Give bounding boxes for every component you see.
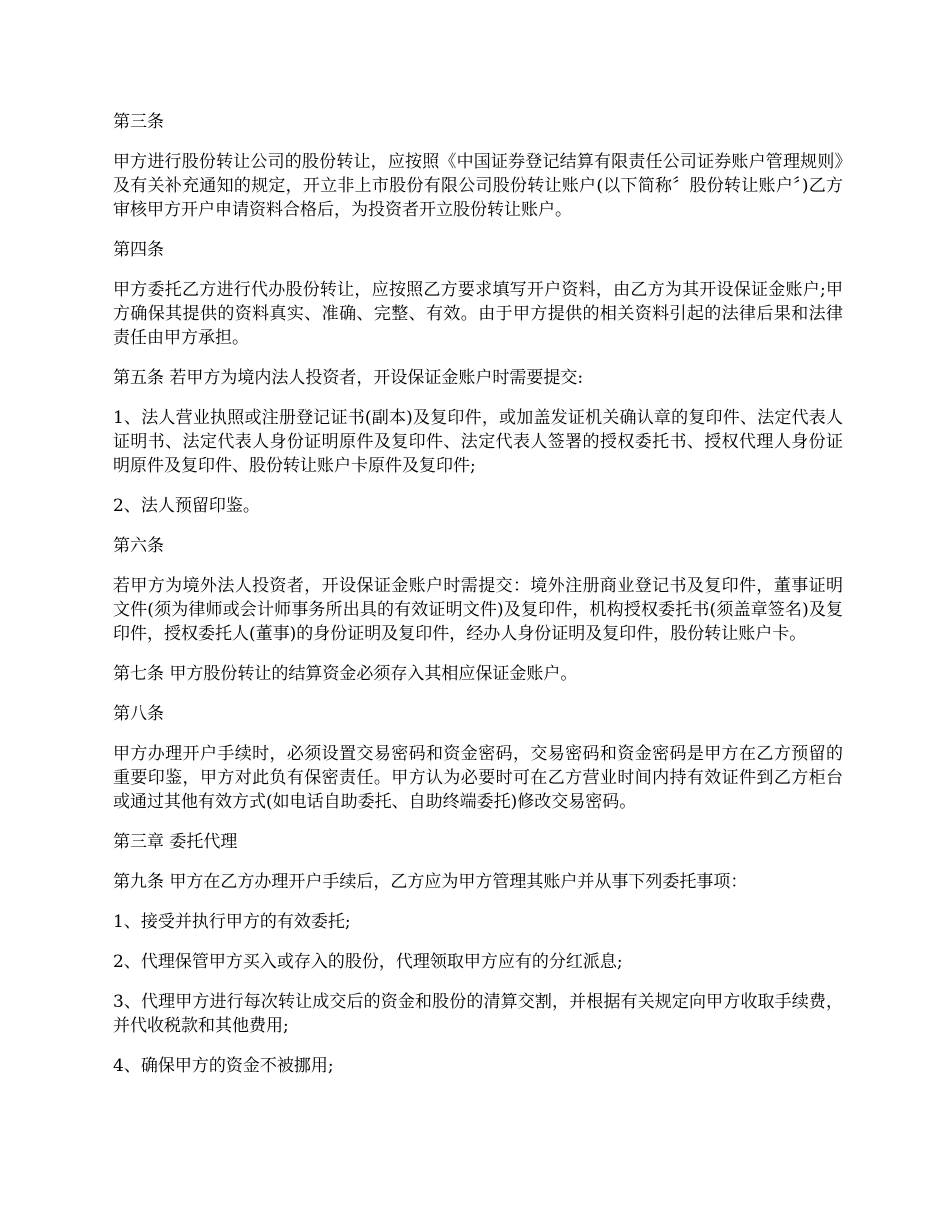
article-7-text: 第七条 甲方股份转让的结算资金必须存入其相应保证金账户。	[113, 664, 578, 684]
article-5-item-1: 1、法人营业执照或注册登记证书(副本)及复印件，或加盖发证机关确认章的复印件、法定代表人证明书、法定代表人身份证明原件及复印件、法定代表人签署的授权委托书、授权代理人身份证明原件及复印件、股份转让账户卡原件及复印件;	[113, 408, 843, 476]
chapter-3-heading: 第三章 委托代理	[113, 832, 238, 852]
article-9-text: 第九条 甲方在乙方办理开户手续后，乙方应为甲方管理其账户并从事下列委托事项：	[113, 872, 748, 892]
article-9-item-4: 4、确保甲方的资金不被挪用;	[113, 1056, 334, 1076]
document-page	[113, 110, 843, 1094]
article-3-body: 甲方进行股份转让公司的股份转让，应按照《中国证券登记结算有限责任公司证券账户管理规则》及有关补充通知的规定，开立非上市股份有限公司股份转让账户(以下简称〞股份转让账户〞)乙方审核甲方开户申请资料合格后，为投资者开立股份转让账户。	[113, 152, 843, 220]
article-8-body: 甲方办理开户手续时，必须设置交易密码和资金密码，交易密码和资金密码是甲方在乙方预留的重要印鉴，甲方对此负有保密责任。甲方认为必要时可在乙方营业时间内持有效证件到乙方柜台或通过其他有效方式(如电话自助委托、自助终端委托)修改交易密码。	[113, 744, 843, 812]
article-3-heading: 第三条	[113, 112, 164, 132]
article-9-item-3: 3、代理甲方进行每次转让成交后的资金和股份的清算交割，并根据有关规定向甲方收取手续费，并代收税款和其他费用;	[113, 992, 843, 1036]
article-4-body: 甲方委托乙方进行代办股份转让，应按照乙方要求填写开户资料，由乙方为其开设保证金账户;甲方确保其提供的资料真实、准确、完整、有效。由于甲方提供的相关资料引起的法律后果和法律责任由甲方承担。	[113, 280, 843, 348]
article-8-heading: 第八条	[113, 704, 164, 724]
article-9-item-1: 1、接受并执行甲方的有效委托;	[113, 912, 351, 932]
article-6-heading: 第六条	[113, 536, 164, 556]
article-5-item-2: 2、法人预留印鉴。	[113, 496, 260, 516]
article-5-text: 第五条 若甲方为境内法人投资者，开设保证金账户时需要提交:	[113, 368, 584, 388]
article-4-heading: 第四条	[113, 240, 164, 260]
article-6-body: 若甲方为境外法人投资者，开设保证金账户时需提交：境外注册商业登记书及复印件，董事证明文件(须为律师或会计师事务所出具的有效证明文件)及复印件，机构授权委托书(须盖章签名)及复印件，授权委托人(董事)的身份证明及复印件，经办人身份证明及复印件，股份转让账户卡。	[113, 576, 843, 644]
article-9-item-2: 2、代理保管甲方买入或存入的股份，代理领取甲方应有的分红派息;	[113, 952, 623, 972]
